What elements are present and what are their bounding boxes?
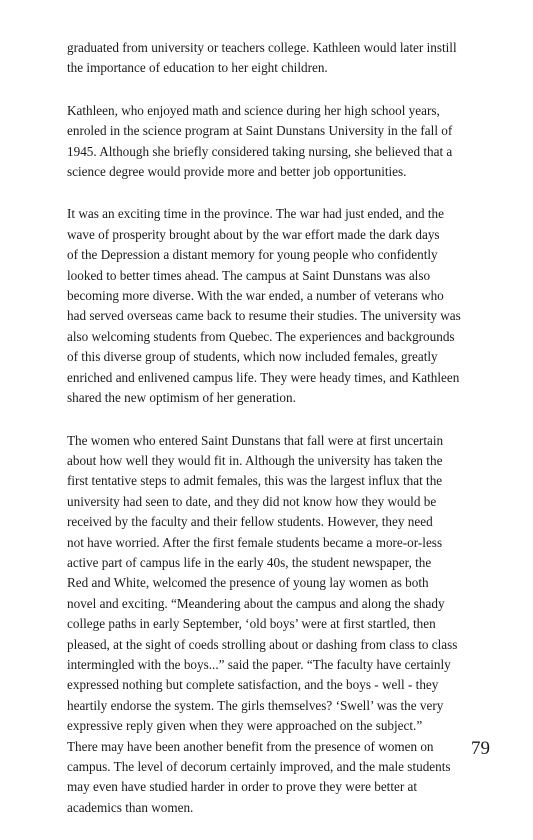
- text-line: intermingled with the boys...” said the paper. “The faculty have certainly: [67, 656, 451, 672]
- text-line: graduated from university or teachers college. Kathleen would later instill: [67, 40, 457, 55]
- text-line: science degree would provide more and better job opportunities.: [67, 164, 407, 180]
- text-line: not have worried. After the first female students became a more-or-less: [67, 534, 443, 550]
- text-line: first tentative steps to admit females, this was the largest influx that the: [67, 473, 443, 489]
- text-line: expressive reply given when they were approached on the subject.”: [67, 718, 423, 734]
- paragraph-women-at-saint-dunstans: [67, 431, 485, 819]
- text-line: pleased, at the sight of coeds strolling about or dashing from class to class: [67, 636, 458, 652]
- text-line: Kathleen, who enjoyed math and science during her high school years,: [67, 102, 440, 118]
- text-line: novel and exciting. “Meandering about the campus and along the shady: [67, 595, 445, 611]
- text-line: had served overseas came back to resume their studies. The university was: [67, 308, 461, 324]
- paragraph-education: [67, 38, 485, 79]
- text-line: of the Depression a distant memory for young people who confidently: [67, 247, 438, 263]
- text-line: the importance of education to her eight children.: [67, 60, 328, 76]
- text-line: of this diverse group of students, which now included females, greatly: [67, 349, 438, 365]
- page-number: 79: [471, 738, 490, 759]
- text-line: may even have studied harder in order to prove they were better at: [67, 779, 418, 795]
- text-line: also welcoming students from Quebec. The experiences and backgrounds: [67, 328, 455, 344]
- text-line: college paths in early September, ‘old boys’ were at first startled, then: [67, 616, 436, 632]
- text-line: 1945. Although she briefly considered taking nursing, she believed that a: [67, 143, 453, 159]
- text-line: Red and White, welcomed the presence of young lay women as both: [67, 575, 429, 591]
- text-line: The women who entered Saint Dunstans that fall were at first uncertain: [67, 432, 444, 448]
- text-line: about how well they would fit in. Although the university has taken the: [67, 452, 443, 468]
- text-line: expressed nothing but complete satisfaction, and the boys - well - they: [67, 677, 439, 693]
- text-line: becoming more diverse. With the war ended, a number of veterans who: [67, 288, 444, 304]
- text-line: There may have been another benefit from the presence of women on: [67, 738, 434, 754]
- text-line: received by the faculty and their fellow students. However, they need: [67, 514, 433, 530]
- text-line: heartily endorse the system. The girls themselves? ‘Swell’ was the very: [67, 697, 444, 713]
- text-line: enroled in the science program at Saint Dunstans University in the fall of: [67, 123, 453, 139]
- text-line: wave of prosperity brought about by the war effort made the dark days: [67, 226, 440, 242]
- text-line: university had seen to date, and they did not know how they would be: [67, 493, 437, 509]
- text-line: shared the new optimism of her generation.: [67, 390, 296, 406]
- text-line: active part of campus life in the early 40s, the student newspaper, the: [67, 554, 432, 570]
- page-body: [67, 38, 485, 840]
- paragraph-post-war-campus: [67, 204, 485, 408]
- text-line: enriched and enlivened campus life. They were heady times, and Kathleen: [67, 369, 460, 385]
- text-line: academics than women.: [67, 799, 194, 815]
- paragraph-enrolment: [67, 101, 485, 183]
- text-line: It was an exciting time in the province. The war had just ended, and the: [67, 206, 444, 222]
- text-line: campus. The level of decorum certainly improved, and the male students: [67, 759, 451, 774]
- text-line: looked to better times ahead. The campus at Saint Dunstans was also: [67, 267, 431, 283]
